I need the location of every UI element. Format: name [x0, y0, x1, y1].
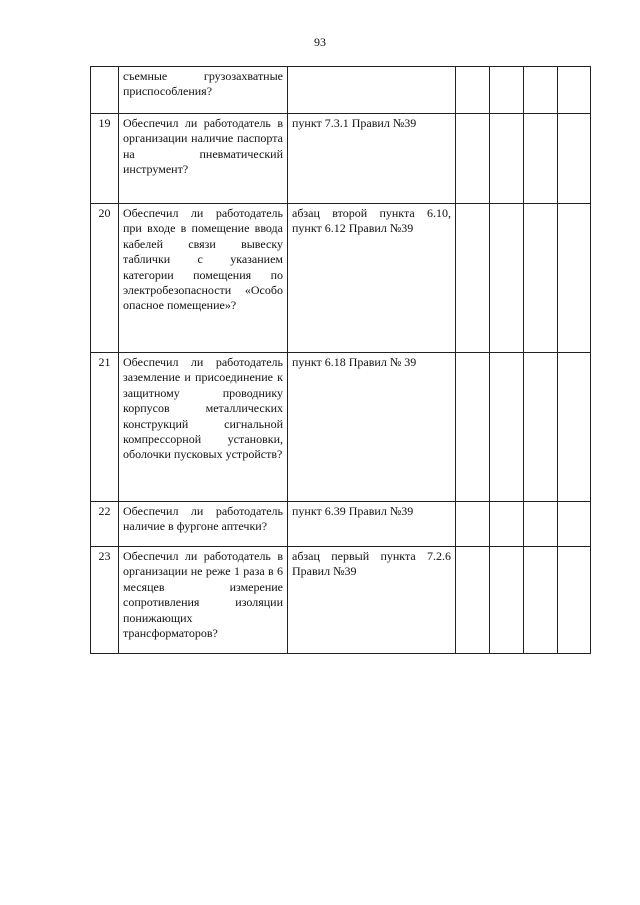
question-cell: Обеспечил ли работодатель при входе в помещение ввода кабелей связи вывеску таблички с указанием категории помещения по электробезопасности «Особо опасное помещение»? [119, 204, 288, 353]
answer-cell-no [490, 67, 524, 114]
table-row [91, 547, 591, 654]
reference-cell: пункт 7.3.1 Правил №39 [288, 114, 456, 204]
row-number: 19 [91, 114, 119, 204]
answer-cell-yes [456, 502, 490, 547]
answer-cell-na [524, 547, 558, 654]
question-cell: Обеспечил ли работодатель наличие в фургоне аптечки? [119, 502, 288, 547]
row-number: 22 [91, 502, 119, 547]
reference-cell: пункт 6.18 Правил № 39 [288, 353, 456, 502]
table-row [91, 353, 591, 502]
answer-cell-yes [456, 204, 490, 353]
answer-cell-na [524, 204, 558, 353]
note-cell [558, 204, 591, 353]
note-cell [558, 114, 591, 204]
note-cell [558, 502, 591, 547]
note-cell [558, 353, 591, 502]
answer-cell-na [524, 67, 558, 114]
row-number [91, 67, 119, 114]
answer-cell-na [524, 502, 558, 547]
question-cell: Обеспечил ли работодатель в организации не реже 1 раза в 6 месяцев измерение сопротивления изоляции понижающих трансформаторов? [119, 547, 288, 654]
answer-cell-na [524, 353, 558, 502]
table-row [91, 502, 591, 547]
table-row [91, 204, 591, 353]
question-cell: Обеспечил ли работодатель заземление и присоединение к защитному проводнику корпусов металлических конструкций сигнальной компрессорной установки, оболочки пусковых устройств? [119, 353, 288, 502]
row-number: 20 [91, 204, 119, 353]
answer-cell-yes [456, 547, 490, 654]
page-number: 93 [314, 35, 326, 49]
question-cell: съемные грузозахватные приспособления? [119, 67, 288, 114]
row-number: 23 [91, 547, 119, 654]
reference-cell: абзац второй пункта 6.10, пункт 6.12 Правил №39 [288, 204, 456, 353]
note-cell [558, 67, 591, 114]
checklist-table [90, 66, 591, 654]
answer-cell-yes [456, 114, 490, 204]
note-cell [558, 547, 591, 654]
answer-cell-no [490, 502, 524, 547]
reference-cell: пункт 6.39 Правил №39 [288, 502, 456, 547]
table-row [91, 114, 591, 204]
answer-cell-na [524, 114, 558, 204]
reference-cell: абзац первый пункта 7.2.6 Правил №39 [288, 547, 456, 654]
answer-cell-no [490, 204, 524, 353]
row-number: 21 [91, 353, 119, 502]
answer-cell-yes [456, 353, 490, 502]
answer-cell-no [490, 547, 524, 654]
question-cell: Обеспечил ли работодатель в организации наличие паспорта на пневматический инструмент? [119, 114, 288, 204]
reference-cell [288, 67, 456, 114]
answer-cell-no [490, 114, 524, 204]
answer-cell-yes [456, 67, 490, 114]
answer-cell-no [490, 353, 524, 502]
table-row [91, 67, 591, 114]
